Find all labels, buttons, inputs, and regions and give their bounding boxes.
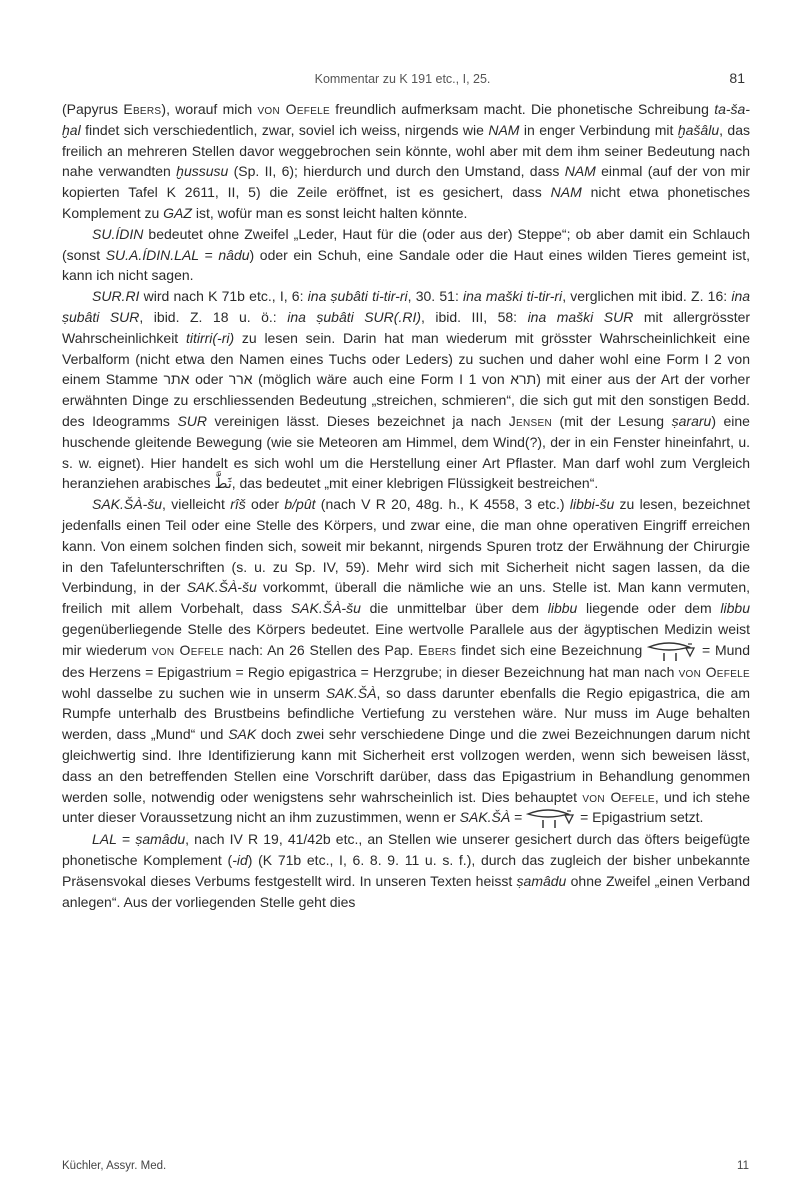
hebrew-root: תרא — [510, 371, 537, 388]
page-footer — [62, 1160, 749, 1172]
running-head-title: Kommentar zu K 191 etc., I, 25. — [314, 72, 491, 86]
sheet-signature: 11 — [737, 1160, 749, 1172]
hebrew-root: אתר — [163, 371, 190, 388]
hieroglyph-mouth-heart-icon — [647, 640, 697, 662]
paragraph-sak-sa: SAK.ŠÀ-šu, vielleicht rîš oder b/pût (nach V R 20, 48g. h., K 4558, 3 etc.) libbi-šu zu lesen, bezeichnet jedenfalls einen Teil oder eine Stelle des Körpers, und zwar eine, die man ohne operativen Eingriff erreichen kann. Von einem solchen finden sich, soweit mir bekannt, nirgends Spuren trotz der Erwähnung der Chirurgie in den Tafelunterschriften (s. u. zu Sp. IV, 59). Mehr wird sich mit Sicherheit nicht sagen lassen, da die Verbindung, in der SAK.ŠÀ-šu vorkommt, überall die nämliche wie an uns. Stelle ist. Man kann vermuten, freilich mit allem Vorbehalt, dass SAK.ŠÀ-šu die unmittelbar über dem libbu liegende oder dem libbu gegenüberliegende Stelle des Körpers bedeutet. Eine wertvolle Parallele aus der ägyptischen Medizin weist mir wiederum von Oefele nach: An 26 Stellen des Pap. Ebers findet sich eine Bezeichnung = Mund des Herzens = Epigastrium = Regio epigastrica = Herzgrube; in dieser Bezeichnung hat man nach von Oefele wohl dasselbe zu suchen wie in unserm SAK.ŠÀ, so dass darunter ebenfalls die Regio epigastrica, die am Rumpfe unterhalb des Brustbeins befindliche Vertiefung zu verstehen wäre. Nur muss im Auge behalten werden, dass „Mund“ und SAK doch zwei sehr verschiedene Dinge und die zwei Bezeichnungen darum nicht gleichwertig sind. Ihre Identifizierung kann mit Sicherheit erst vollzogen werden, wenn sich beweisen lässt, dass an den betreffenden Stellen eine Vorschrift darüber, dass das Epigastrium in Behandlung genommen werden solle, notwendig oder wenigstens sehr wahrscheinlich ist. Dies behauptet von Oefele, und ich stehe unter dieser Voraussetzung nicht an ihm zuzustimmen, wenn er SAK.ŠÀ = = Epigastrium setzt. — [62, 494, 750, 829]
paragraph-lal: LAL = ṣamâdu, nach IV R 19, 41/42b etc., an Stellen wie unserer gesichert durch das öfters beigefügte phonetische Komplement (-id) (K 71b etc., I, 6. 8. 9. 11 u. s. f.), durch das zugleich der bisher unbekannte Präsensvokal dieses Verbums festgestellt wird. In unseren Texten heisst ṣamâdu ohne Zweifel „einen Verband anlegen“. Aus der vorliegenden Stelle geht dies — [62, 831, 751, 910]
running-head — [60, 72, 745, 92]
hieroglyph-mouth-heart-icon — [526, 807, 576, 829]
paragraph-su-idin: SU.ÍDIN bedeutet ohne Zweifel „Leder, Haut für die (oder aus der) Steppe“; ob aber damit ein Schlauch (sonst SU.A.ÍDIN.LAL = nâdu) oder ein Schuh, eine Sandale oder die Haut eines wilden Tieres gemeint ist, kann ich nicht sagen. — [62, 225, 750, 284]
paragraph-sur-ri: SUR.RI wird nach K 71b etc., I, 6: ina ṣubâti ti-tir-ri, 30. 51: ina maški ti-tir-ri, verglichen mit ibid. Z. 16: ina ṣubâti SUR, ibid. Z. 18 u. ö.: ina ṣubâti SUR(.RI), ibid. III, 58: ina maški SUR mit allergrösster Wahrscheinlichkeit titirri(-ri) zu lesen sein. Darin hat man wiederum mit grösster Wahrscheinlichkeit eine Verbalform (nicht etwa den Namen eines Tuchs oder Leders) zu suchen und daher wohl eine Form I 2 von einem Stamme אתר oder ארר (möglich wäre auch eine Form I 1 von תרא) mit einer aus der Art der vorher erwähnten Dinge zu erschliessenden Bedeutung „streichen, schmieren“, die sich gut mit den sonstigen Bedd. des Ideogramms SUR vereinigen lässt. Dieses bezeichnet ja nach Jensen (mit der Lesung ṣararu) eine huschende gleitende Bewegung (wie sie Meteoren am Himmel, dem Wind(?), der in ein Fenster hineinfahrt, u. s. w. eignet). Hier handelt es sich wohl um die Herstellung einer Art Pflaster. Man darf wohl zum Vergleich heranziehen arabisches ثَطَّ, das bedeutet „mit einer klebrigen Flüssigkeit bestreichen“. — [62, 288, 751, 492]
arabic-word: ثَطَّ — [214, 475, 232, 492]
paragraph-papyrus-ebers: (Papyrus Ebers), worauf mich von Oefele freundlich aufmerksam macht. Die phonetische Schreibung ta-ša-ḫal findet sich verschiedentlich, zwar, soviel ich weiss, nirgends wie NAM in enger Verbindung mit ḫašâlu, das freilich an mehreren Stellen davor weggebrochen sein könnte, wohl aber mit dem ihm seiner Bedeutung nach nahe verwandten ḫussusu (Sp. II, 6); hierdurch und durch den Umstand, dass NAM einmal (auf der von mir kopierten Tafel K 2611, II, 5) die Zeile eröffnet, ist es gesichert, dass NAM nicht etwa phonetisches Komplement zu GAZ ist, wofür man es sonst leicht halten könnte. — [62, 101, 750, 221]
hebrew-root: ארר — [228, 371, 253, 388]
page-number: 81 — [729, 70, 745, 86]
body-text — [62, 99, 750, 912]
signature-line: Küchler, Assyr. Med. — [62, 1160, 167, 1172]
